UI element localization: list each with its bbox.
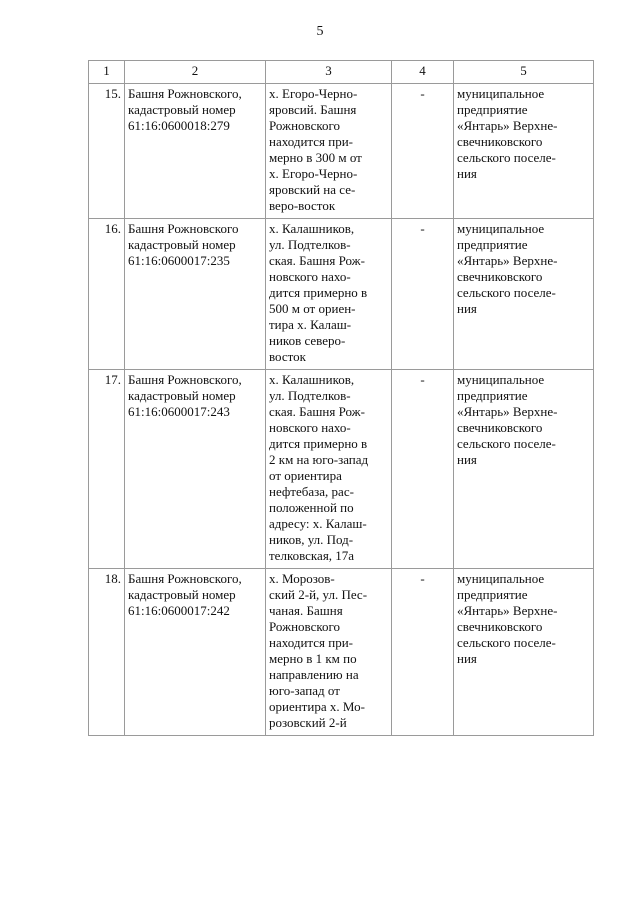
object-name-cell — [125, 370, 266, 569]
owner-line: «Янтарь» Верхне- — [457, 253, 558, 268]
location-line: ориентира х. Мо- — [269, 699, 365, 714]
location-line: от ориентира — [269, 468, 342, 483]
object-name-line: кадастровый номер — [128, 102, 236, 117]
owner-line: муниципальное — [457, 221, 545, 236]
object-name-line: кадастровый номер — [128, 388, 236, 403]
location-line: находится при- — [269, 134, 354, 149]
location-line: ников, ул. Под- — [269, 532, 354, 547]
location-line: розовский 2-й — [269, 715, 347, 730]
owner-line: ния — [457, 166, 477, 181]
location-cell — [266, 370, 392, 569]
location-line: адресу: х. Калаш- — [269, 516, 367, 531]
owner-line: ния — [457, 301, 477, 316]
object-name-line: 61:16:0600017:243 — [128, 404, 230, 419]
table-body — [89, 84, 594, 736]
location-line: 500 м от ориен- — [269, 301, 356, 316]
header-col-5: 5 — [454, 61, 594, 84]
location-line: находится при- — [269, 635, 354, 650]
location-line: дится примерно в — [269, 285, 368, 300]
owner-cell — [454, 84, 594, 219]
location-line: ул. Подтелков- — [269, 388, 351, 403]
location-line: Рожновского — [269, 619, 341, 634]
location-line: положенной по — [269, 500, 354, 515]
location-line: яровский на се- — [269, 182, 356, 197]
location-line: новского нахо- — [269, 420, 351, 435]
object-name-cell — [125, 84, 266, 219]
row-number: 18. — [89, 569, 125, 736]
location-line: яровсий. Башня — [269, 102, 357, 117]
location-line: тира х. Калаш- — [269, 317, 352, 332]
owner-cell — [454, 219, 594, 370]
header-col-3: 3 — [266, 61, 392, 84]
owner-cell — [454, 569, 594, 736]
table-row — [89, 219, 594, 370]
location-line: телковская, 17а — [269, 548, 355, 563]
header-col-1: 1 — [89, 61, 125, 84]
owner-line: предприятие — [457, 237, 528, 252]
location-line: юго-запад от — [269, 683, 340, 698]
location-line: нефтебаза, рас- — [269, 484, 354, 499]
owner-line: муниципальное — [457, 372, 545, 387]
header-col-4: 4 — [392, 61, 454, 84]
owner-line: свечниковского — [457, 420, 543, 435]
location-line: ский 2-й, ул. Пес- — [269, 587, 368, 602]
col4-cell: - — [392, 84, 454, 219]
table-row — [89, 84, 594, 219]
table-row — [89, 569, 594, 736]
header-col-2: 2 — [125, 61, 266, 84]
owner-line: сельского поселе- — [457, 150, 556, 165]
owner-line: ния — [457, 651, 477, 666]
owner-line: сельского поселе- — [457, 635, 556, 650]
location-line: ская. Башня Рож- — [269, 404, 365, 419]
owner-line: «Янтарь» Верхне- — [457, 404, 558, 419]
location-cell — [266, 219, 392, 370]
table-row — [89, 370, 594, 569]
owner-line: свечниковского — [457, 619, 543, 634]
location-cell — [266, 569, 392, 736]
location-line: дится примерно в — [269, 436, 368, 451]
location-line: ская. Башня Рож- — [269, 253, 365, 268]
owner-line: предприятие — [457, 388, 528, 403]
document-table — [88, 60, 594, 736]
owner-line: муниципальное — [457, 571, 545, 586]
owner-line: «Янтарь» Верхне- — [457, 118, 558, 133]
location-line: х. Морозов- — [269, 571, 335, 586]
location-line: ул. Подтелков- — [269, 237, 351, 252]
owner-line: свечниковского — [457, 134, 543, 149]
owner-cell — [454, 370, 594, 569]
location-line: х. Калашников, — [269, 372, 355, 387]
owner-line: свечниковского — [457, 269, 543, 284]
object-name-line: Башня Рожновского, — [128, 571, 242, 586]
page-number: 5 — [316, 24, 324, 39]
location-line: мерно в 1 км по — [269, 651, 357, 666]
row-number: 15. — [89, 84, 125, 219]
location-line: веро-восток — [269, 198, 336, 213]
owner-line: муниципальное — [457, 86, 545, 101]
col4-cell: - — [392, 569, 454, 736]
location-cell — [266, 84, 392, 219]
row-number: 16. — [89, 219, 125, 370]
location-line: восток — [269, 349, 306, 364]
owner-line: сельского поселе- — [457, 285, 556, 300]
col4-cell: - — [392, 219, 454, 370]
location-line: чаная. Башня — [269, 603, 343, 618]
col4-cell: - — [392, 370, 454, 569]
object-name-line: Башня Рожновского, — [128, 86, 242, 101]
object-name-line: 61:16:0600017:242 — [128, 603, 230, 618]
object-name-cell — [125, 569, 266, 736]
owner-line: предприятие — [457, 102, 528, 117]
object-name-line: Башня Рожновского, — [128, 372, 242, 387]
owner-line: ния — [457, 452, 477, 467]
location-line: ников северо- — [269, 333, 346, 348]
table-header-row — [89, 61, 594, 84]
object-name-line: кадастровый номер — [128, 587, 236, 602]
row-number: 17. — [89, 370, 125, 569]
location-line: мерно в 300 м от — [269, 150, 362, 165]
owner-line: сельского поселе- — [457, 436, 556, 451]
location-line: направлению на — [269, 667, 359, 682]
location-line: 2 км на юго-запад — [269, 452, 369, 467]
location-line: новского нахо- — [269, 269, 351, 284]
object-name-cell — [125, 219, 266, 370]
owner-line: предприятие — [457, 587, 528, 602]
object-name-line: 61:16:0600018:279 — [128, 118, 230, 133]
object-name-line: кадастровый номер — [128, 237, 236, 252]
object-name-line: Башня Рожновского — [128, 221, 239, 236]
location-line: х. Калашников, — [269, 221, 355, 236]
location-line: Рожновского — [269, 118, 341, 133]
location-line: х. Егоро-Черно- — [269, 86, 358, 101]
object-name-line: 61:16:0600017:235 — [128, 253, 230, 268]
owner-line: «Янтарь» Верхне- — [457, 603, 558, 618]
location-line: х. Егоро-Черно- — [269, 166, 358, 181]
